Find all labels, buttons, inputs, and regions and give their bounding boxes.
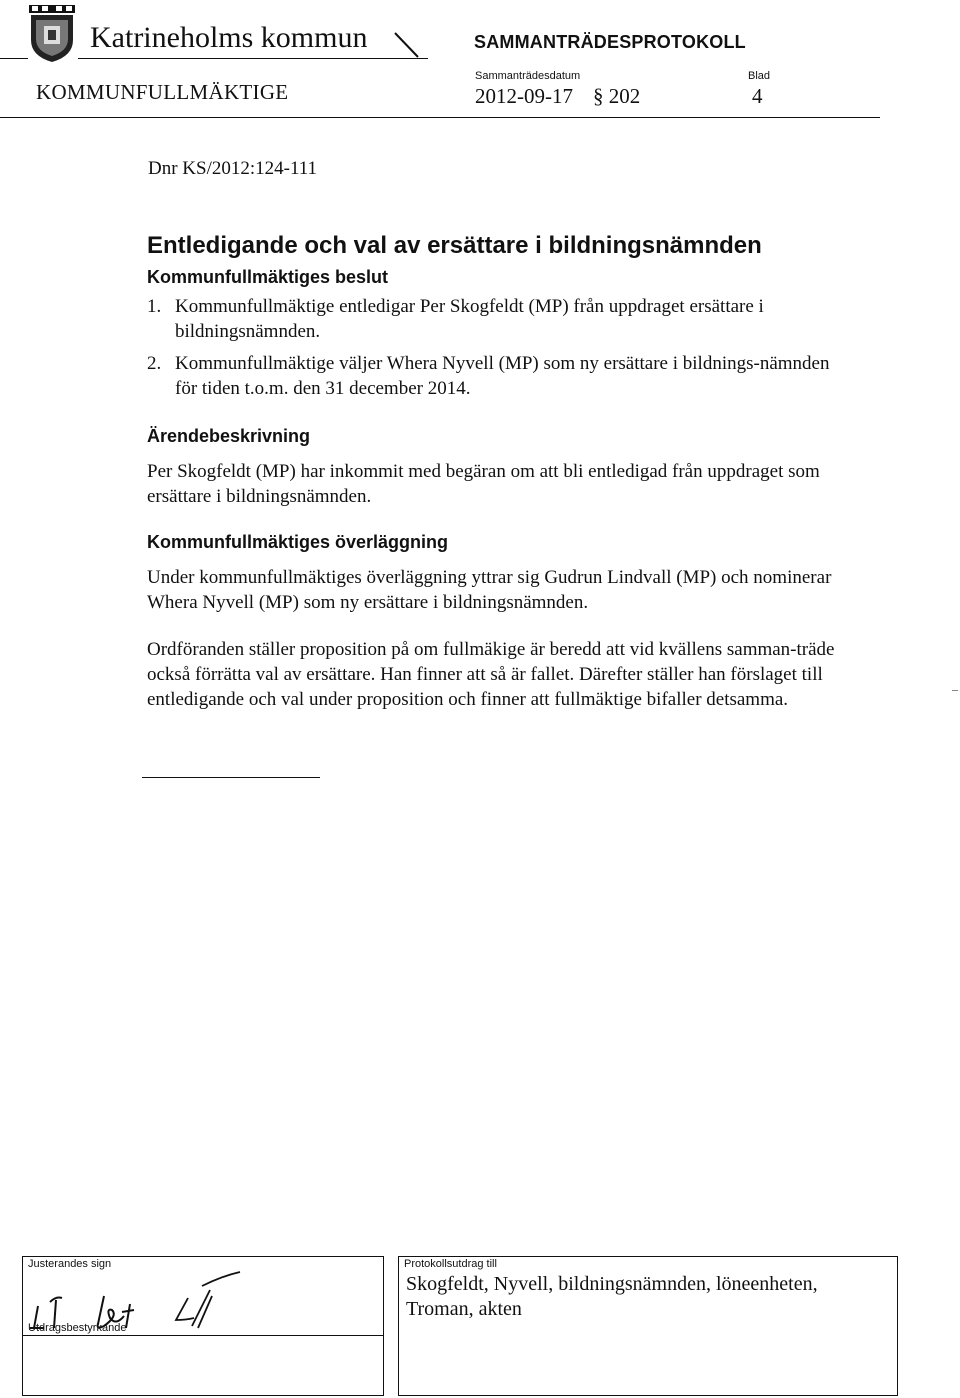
- decision-item-text: Kommunfullmäktige väljer Whera Nyvell (MP) som ny ersättare i bildnings-nämnden för tiden t.o.m. den 31 december 2014.: [175, 353, 830, 399]
- deliberation-paragraph: Ordföranden ställer proposition på om fullmäkige är beredd att vid kvällens samman-träde också förrätta val av ersättare. Han finner att så är fallet. Därefter ställer han förslaget till entledigande och val under proposition och finner att fullmäktige bifaller detsamma.: [147, 639, 835, 710]
- meeting-date: 2012-09-17: [475, 84, 573, 108]
- header-slash-mark: [392, 30, 422, 60]
- extract-recipients: Skogfeldt, Nyvell, bildningsnämnden, löneenheten, Troman, akten: [406, 1273, 818, 1320]
- margin-mark: [952, 690, 958, 691]
- decision-item-number: 2.: [147, 353, 162, 374]
- adjusters-sign-label: Justerandes sign: [28, 1258, 112, 1270]
- deliberation-heading: Kommunfullmäktiges överläggning: [147, 532, 449, 552]
- protocol-extract-label: Protokollsutdrag till: [404, 1258, 497, 1270]
- description-text: Per Skogfeldt (MP) har inkommit med begäran om att bli entledigad från uppdraget som ersättare i bildningsnämnden.: [147, 461, 820, 507]
- deliberation-paragraph: Under kommunfullmäktiges överläggning yttrar sig Gudrun Lindvall (MP) och nominerar Whera Nyvell (MP) som ny ersättare i bildningsnämnden.: [147, 567, 832, 613]
- decision-item: [147, 294, 847, 344]
- extract-certification-label: Utdragsbestyrkande: [28, 1322, 127, 1334]
- decision-item-text: Kommunfullmäktige entledigar Per Skogfeldt (MP) från uppdraget ersättare i bildningsnämnden.: [175, 296, 764, 342]
- handwritten-initials: [26, 1268, 306, 1336]
- document-body: [147, 230, 847, 712]
- decision-item: [147, 351, 847, 401]
- municipal-crest-icon: [28, 4, 76, 64]
- header-rule-left: [0, 58, 28, 59]
- case-number: Dnr KS/2012:124-111: [148, 158, 318, 179]
- section-end-rule: [142, 777, 320, 778]
- header-rule-main: [78, 58, 428, 59]
- page-number: 4: [752, 84, 763, 108]
- protocol-title: SAMMANTRÄDESPROTOKOLL: [474, 32, 746, 52]
- decision-item-number: 1.: [147, 296, 162, 317]
- municipality-name: Katrineholms kommun: [90, 21, 368, 54]
- header-underline: [0, 117, 880, 118]
- decision-list: [147, 294, 847, 401]
- meeting-date-label: Sammanträdesdatum: [475, 70, 581, 82]
- decision-heading: Kommunfullmäktiges beslut: [147, 267, 389, 287]
- description-heading: Ärendebeskrivning: [147, 426, 311, 446]
- page-label: Blad: [748, 70, 771, 82]
- document-title: Entledigande och val av ersättare i bildningsnämnden: [147, 232, 762, 259]
- board-name: KOMMUNFULLMÄKTIGE: [36, 80, 289, 104]
- paragraph-number: § 202: [593, 84, 641, 108]
